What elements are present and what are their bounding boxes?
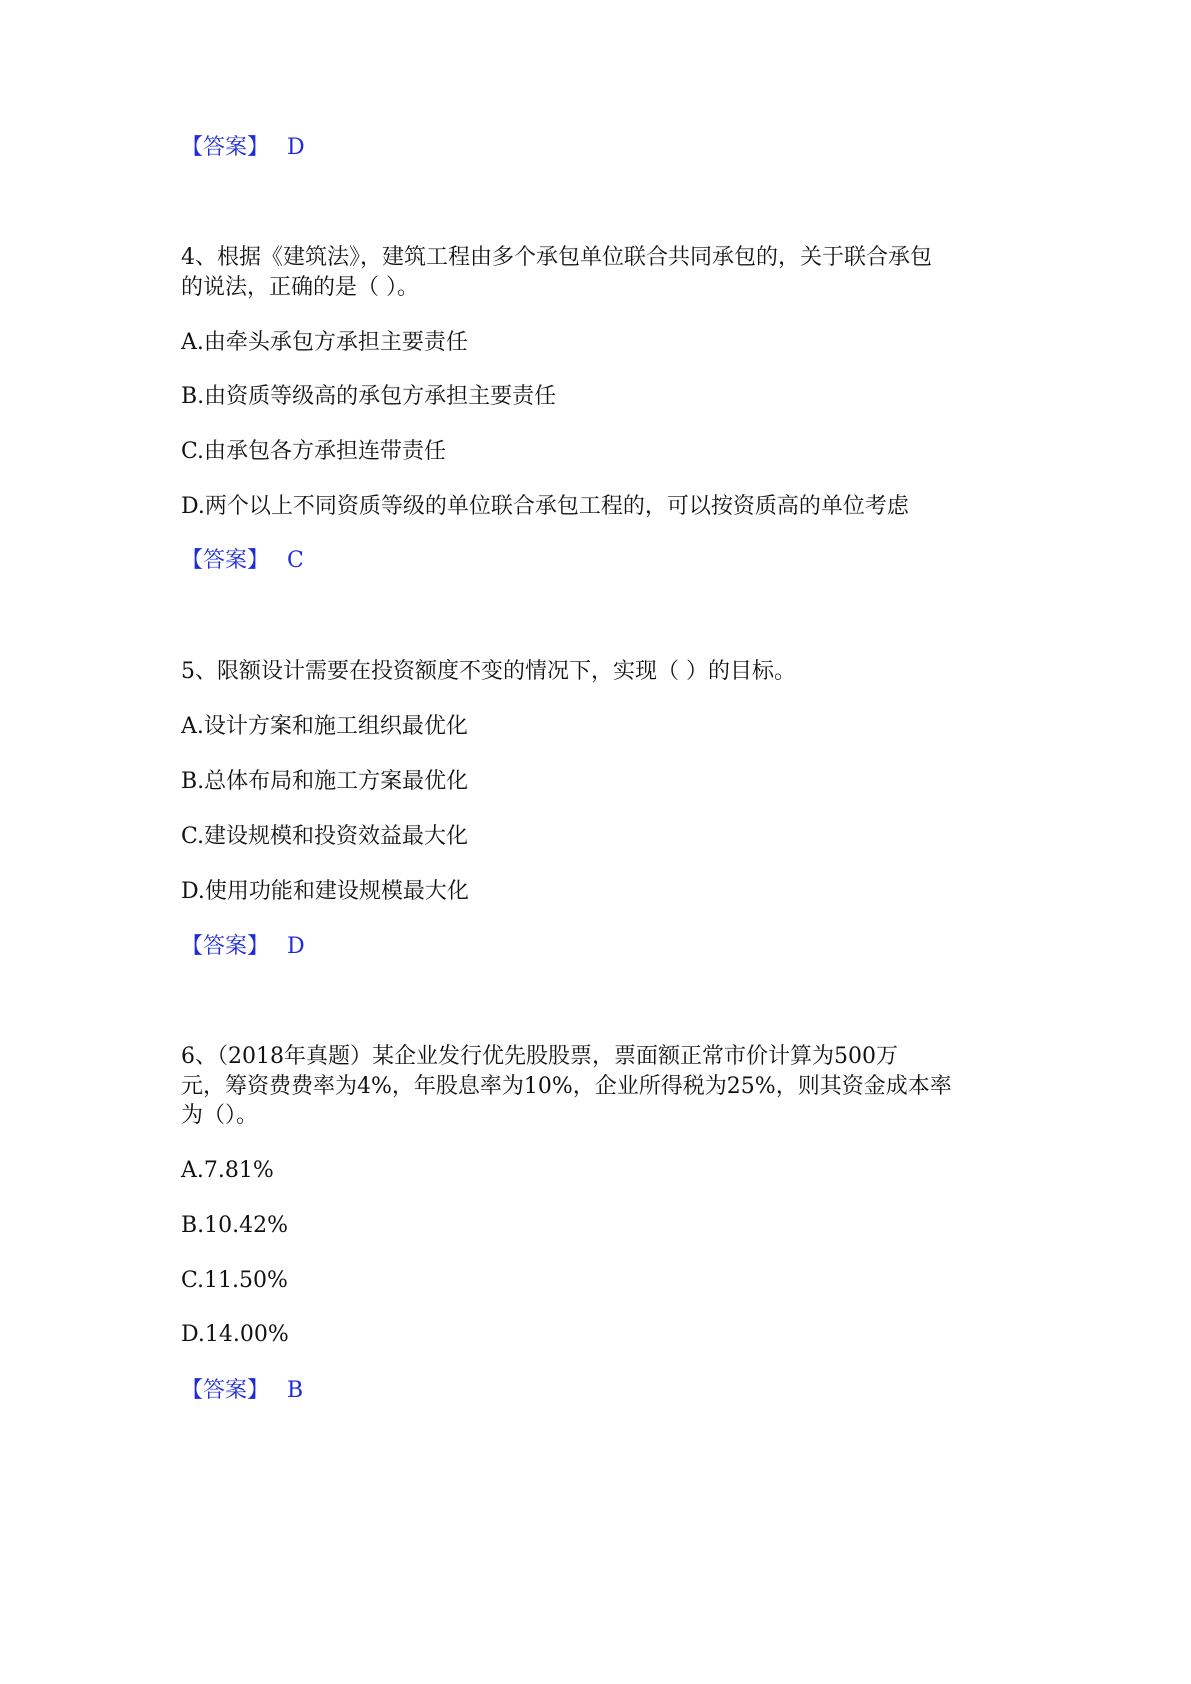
option-d: D.使用功能和建设规模最大化 — [181, 879, 469, 904]
question-stem: 4、根据《建筑法》，建筑工程由多个承包单位联合共同承包的，关于联合承包 — [181, 245, 932, 270]
answer-label: 【答案】 — [181, 1378, 270, 1403]
option-d: D.14.00% — [181, 1322, 289, 1347]
option-a: A.7.81% — [181, 1158, 274, 1183]
answer-value: D — [287, 934, 305, 959]
question-stem: 5、限额设计需要在投资额度不变的情况下，实现（ ）的目标。 — [181, 659, 796, 684]
answer-line — [181, 1375, 303, 1407]
answer-value: C — [287, 548, 304, 573]
option-b: B.总体布局和施工方案最优化 — [181, 769, 469, 794]
question-stem: 为（）。 — [181, 1103, 259, 1128]
answer-label: 【答案】 — [181, 934, 270, 959]
option-c: C.建设规模和投资效益最大化 — [181, 824, 469, 849]
question-stem: 的说法，正确的是（ ）。 — [181, 275, 419, 300]
option-d: D.两个以上不同资质等级的单位联合承包工程的，可以按资质高的单位考虑 — [181, 494, 909, 519]
answer-label: 【答案】 — [181, 135, 270, 160]
answer-line — [181, 931, 305, 963]
question-stem: 6、（2018年真题）某企业发行优先股股票，票面额正常市价计算为500万 — [181, 1044, 898, 1069]
answer-line — [181, 132, 305, 164]
option-c: C.11.50% — [181, 1268, 288, 1293]
option-a: A.由牵头承包方承担主要责任 — [181, 330, 468, 355]
answer-value: B — [287, 1378, 304, 1403]
answer-value: D — [287, 135, 305, 160]
option-b: B.由资质等级高的承包方承担主要责任 — [181, 384, 557, 409]
question-stem: 元，筹资费费率为4%，年股息率为10%，企业所得税为25%，则其资金成本率 — [181, 1074, 952, 1099]
option-a: A.设计方案和施工组织最优化 — [181, 714, 468, 739]
answer-line — [181, 545, 304, 577]
answer-label: 【答案】 — [181, 548, 270, 573]
option-c: C.由承包各方承担连带责任 — [181, 439, 447, 464]
option-b: B.10.42% — [181, 1213, 289, 1238]
